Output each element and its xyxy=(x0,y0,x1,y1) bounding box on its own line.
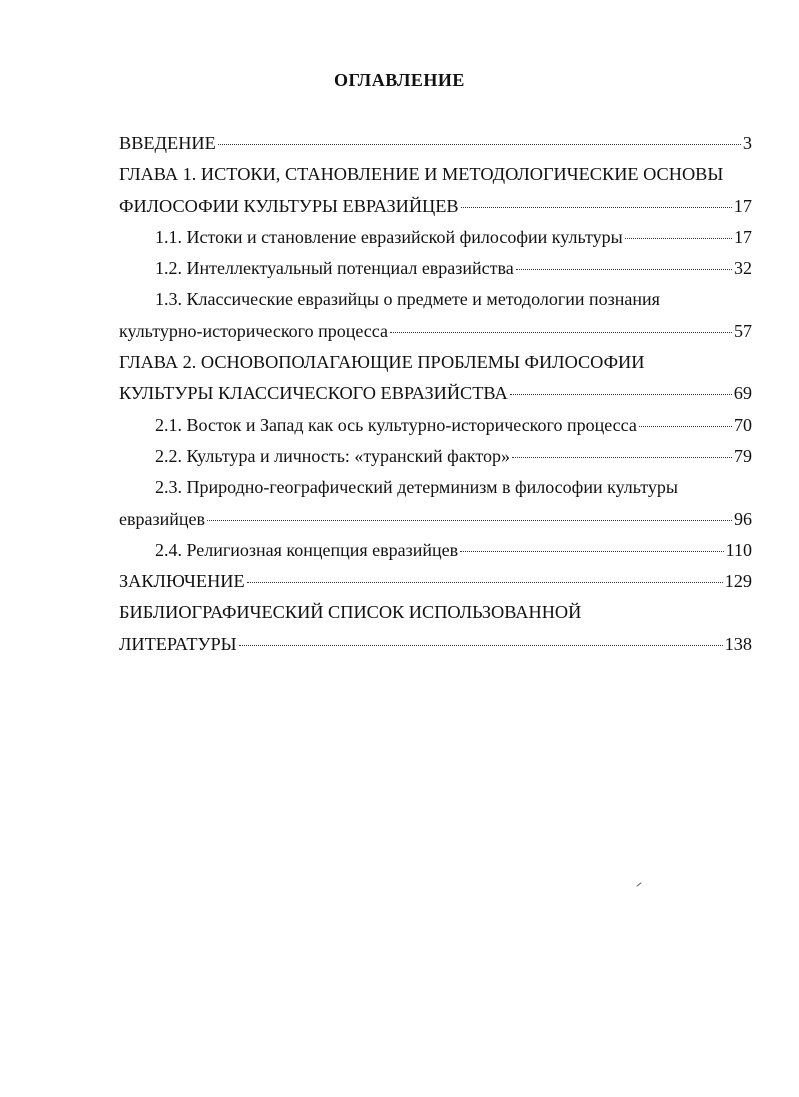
toc-entry-bibliography-line-2 xyxy=(119,629,752,660)
toc-entry-label: 2.2. Культура и личность: «туранский фактор» xyxy=(155,445,510,466)
toc-page-number: 96 xyxy=(734,508,752,529)
dot-leader xyxy=(516,269,732,270)
toc-entry-section-1-3-line-2 xyxy=(119,316,752,347)
toc-entry-introduction xyxy=(119,128,752,159)
toc-entry-section-1-1 xyxy=(119,222,752,253)
dot-leader xyxy=(218,144,741,145)
toc-entry-label: культурно-исторического процесса xyxy=(119,320,388,341)
toc-entry-label: ФИЛОСОФИИ КУЛЬТУРЫ ЕВРАЗИЙЦЕВ xyxy=(119,195,459,216)
toc-entry-section-2-4 xyxy=(119,535,752,566)
toc-entry-section-2-3-line-2 xyxy=(119,504,752,535)
toc-entry-label: 2.3. Природно-географический детерминизм в философии культуры xyxy=(155,477,679,498)
toc-page-number: 17 xyxy=(733,195,752,216)
toc-page-number: 129 xyxy=(724,571,752,592)
dot-leader xyxy=(239,645,723,646)
toc-page-number: 3 xyxy=(742,133,752,153)
toc-entry-label: ЛИТЕРАТУРЫ xyxy=(119,633,237,654)
dot-leader xyxy=(625,238,732,239)
toc-entry-label: 1.3. Классические евразийцы о предмете и методологии познания xyxy=(155,289,660,310)
toc-page-number: 69 xyxy=(733,383,752,404)
dot-leader xyxy=(512,457,732,458)
dot-leader xyxy=(460,551,724,552)
toc-entry-chapter-1-line-1 xyxy=(119,159,752,190)
toc-entry-label: 2.4. Религиозная концепция евразийцев xyxy=(155,539,459,560)
page-title: ОГЛАВЛЕНИЕ xyxy=(334,70,465,90)
dot-leader xyxy=(390,332,732,333)
toc-entry-chapter-2-line-2 xyxy=(119,378,752,409)
toc-entry-label: евразийцев xyxy=(119,508,205,529)
toc-entry-label: ГЛАВА 1. ИСТОКИ, СТАНОВЛЕНИЕ И МЕТОДОЛОГИЧЕСКИЕ ОСНОВЫ xyxy=(119,164,724,185)
toc-entry-section-2-1 xyxy=(119,410,752,441)
toc-entry-chapter-1-line-2 xyxy=(119,191,752,222)
toc-entry-section-1-2 xyxy=(119,253,752,284)
toc-entry-label: ВВЕДЕНИЕ xyxy=(119,133,216,153)
toc-page-number: 17 xyxy=(734,226,752,247)
toc-entry-label: 1.1. Истоки и становление евразийской философии культуры xyxy=(155,226,623,247)
dot-leader xyxy=(461,207,732,208)
dot-leader xyxy=(247,582,723,583)
scan-artifact-mark xyxy=(636,882,641,887)
toc-entry-label: 1.2. Интеллектуальный потенциал евразийства xyxy=(155,258,514,279)
toc-page-number: 79 xyxy=(734,445,752,466)
toc-page-number: 70 xyxy=(734,414,752,435)
toc-entry-label: КУЛЬТУРЫ КЛАССИЧЕСКОГО ЕВРАЗИЙСТВА xyxy=(119,383,508,404)
toc-entry-section-2-2 xyxy=(119,441,752,472)
toc-page-number: 110 xyxy=(725,539,752,560)
toc-entry-label: 2.1. Восток и Запад как ось культурно-исторического процесса xyxy=(155,414,637,435)
table-of-contents xyxy=(119,128,752,660)
toc-entry-chapter-2-line-1 xyxy=(119,347,752,378)
dot-leader xyxy=(639,426,732,427)
toc-page-number: 138 xyxy=(724,633,752,654)
dot-leader xyxy=(207,520,732,521)
toc-entry-conclusion xyxy=(119,566,752,597)
dot-leader xyxy=(510,394,732,395)
toc-entry-label: БИБЛИОГРАФИЧЕСКИЙ СПИСОК ИСПОЛЬЗОВАННОЙ xyxy=(119,602,582,623)
toc-entry-section-1-3-line-1 xyxy=(119,284,752,315)
toc-entry-label: ЗАКЛЮЧЕНИЕ xyxy=(119,571,245,592)
toc-page-number: 57 xyxy=(734,320,752,341)
toc-entry-bibliography-line-1 xyxy=(119,597,752,628)
toc-entry-section-2-3-line-1 xyxy=(119,472,752,503)
toc-page-number: 32 xyxy=(734,258,752,279)
toc-entry-label: ГЛАВА 2. ОСНОВОПОЛАГАЮЩИЕ ПРОБЛЕМЫ ФИЛОСОФИИ xyxy=(119,352,645,373)
